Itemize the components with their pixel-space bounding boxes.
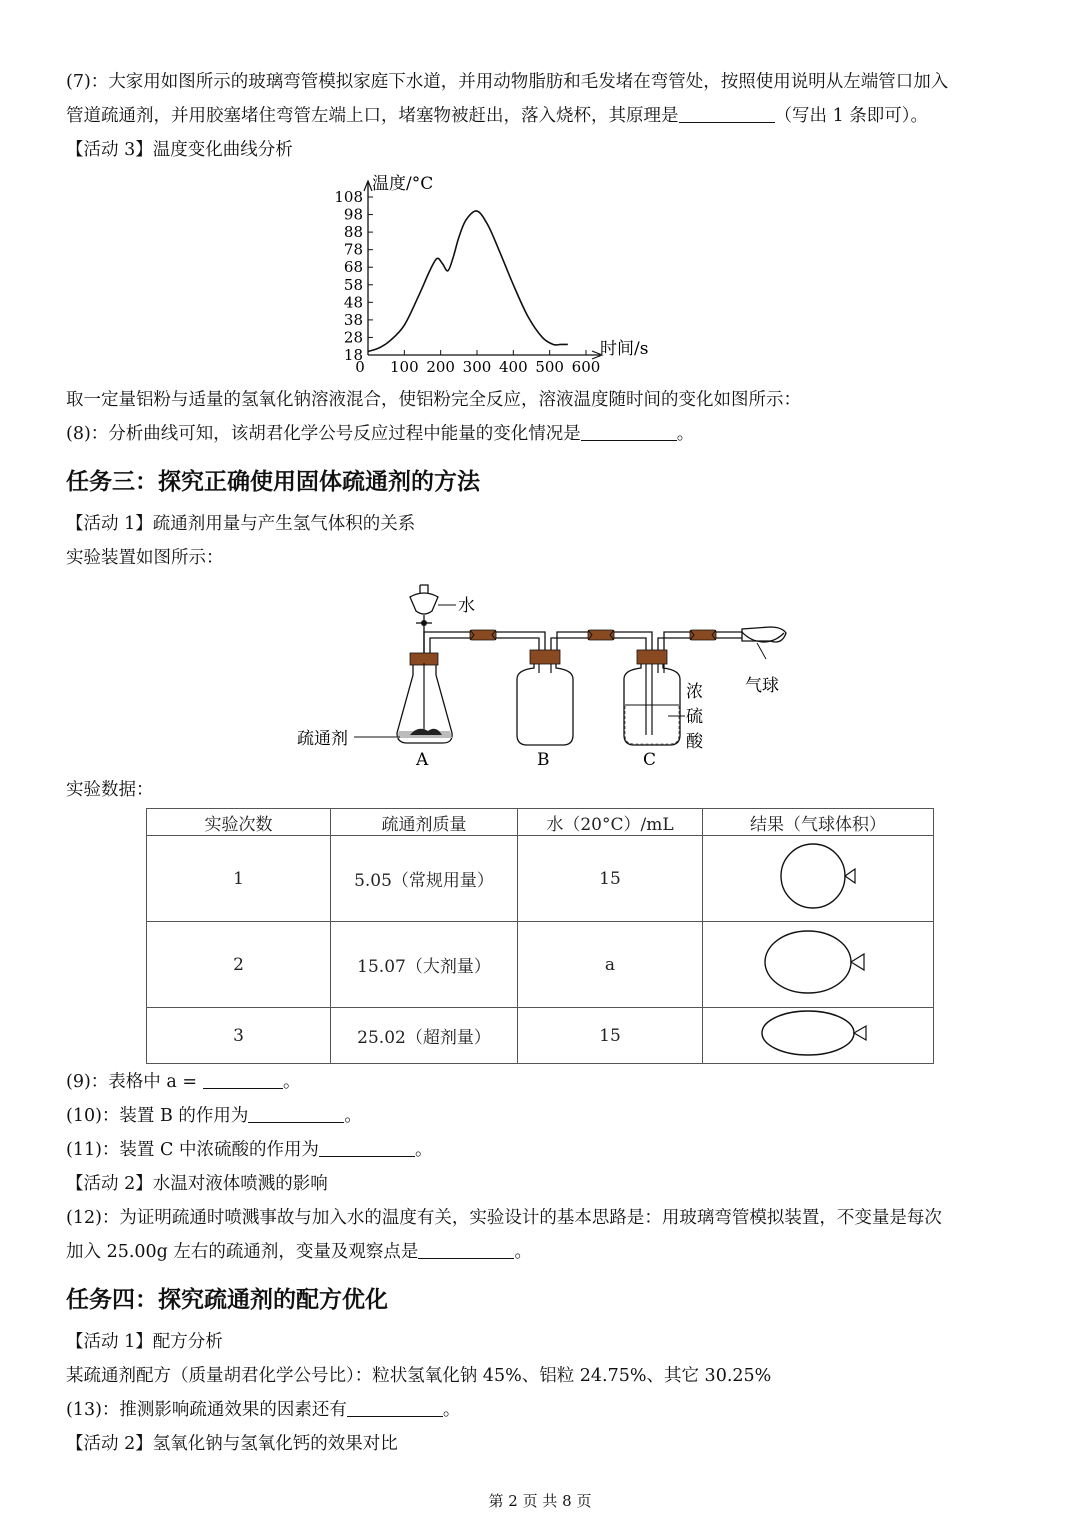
header-result: 结果（气球体积）	[703, 809, 934, 836]
label-b: B	[537, 750, 550, 770]
q8-answer-blank[interactable]	[581, 422, 677, 441]
chart-y-label: 温度/°C	[372, 174, 434, 194]
q7-answer-blank[interactable]	[679, 104, 775, 123]
balloon-shape	[742, 627, 786, 642]
task4-activity2: 【活动 2】氢氧化钠与氢氧化钙的效果对比	[66, 1434, 398, 1454]
balloon-result-3	[758, 1008, 878, 1058]
q13-line	[66, 1398, 460, 1422]
acid-label-3: 酸	[686, 732, 703, 752]
task4-heading: 任务四：探究疏通剂的配方优化	[66, 1287, 388, 1313]
agent-label: 疏通剂	[297, 729, 348, 749]
cell-trial: 3	[147, 1008, 331, 1064]
q8-tail: 。	[676, 424, 695, 444]
header-mass: 疏通剂质量	[331, 809, 518, 836]
cell-water: a	[518, 922, 703, 1008]
temperature-curve	[368, 211, 568, 352]
q9-line	[66, 1070, 301, 1094]
y-tick-label: 78	[343, 240, 363, 259]
y-tick-label: 98	[343, 205, 363, 224]
chart-y-ticks	[334, 188, 373, 364]
x-tick-label: 100	[390, 358, 419, 376]
y-tick-label: 58	[343, 275, 363, 294]
label-c: C	[643, 750, 657, 770]
x-tick-label: 200	[426, 358, 455, 376]
cell-result	[703, 922, 934, 1008]
q7-line2	[66, 104, 928, 128]
flask-a	[397, 653, 452, 743]
x-tick-label: 600	[571, 358, 601, 376]
q12-answer-blank[interactable]	[418, 1240, 514, 1259]
table-row	[147, 1008, 934, 1064]
y-tick-label: 88	[343, 223, 363, 242]
y-tick-label: 18	[343, 346, 363, 364]
cell-mass: 15.07（大剂量）	[331, 922, 518, 1008]
bottle-b	[517, 650, 573, 745]
task4-activity1: 【活动 1】配方分析	[66, 1332, 223, 1352]
table-row	[147, 922, 934, 1008]
mix-paragraph: 取一定量铝粉与适量的氢氧化钠溶液混合，使铝粉完全反应，溶液温度随时间的变化如图所示：	[66, 390, 801, 410]
temperature-chart	[0, 165, 1080, 385]
x-tick-label: 500	[535, 358, 564, 376]
water-label: 水	[458, 596, 475, 616]
q9-tail: 。	[283, 1072, 301, 1092]
y-tick-label: 28	[343, 328, 363, 347]
q12-line1: (12)：为证明疏通时喷溅事故与加入水的温度有关，实验设计的基本思路是：用玻璃弯管模拟装置，不变量是每次	[66, 1208, 942, 1228]
bottle-c	[624, 650, 680, 745]
q7-tail: （写出 1 条即可）。	[774, 106, 929, 126]
q10-answer-blank[interactable]	[248, 1104, 344, 1123]
q12-tail: 。	[514, 1242, 532, 1262]
balloon-result-1	[758, 841, 878, 911]
cell-trial: 1	[147, 836, 331, 922]
task4-formula: 某疏通剂配方（质量胡君化学公号比）：粒状氢氧化钠 45%、铝粒 24.75%、其它 30.25%	[66, 1366, 772, 1386]
x-tick-label: 0	[355, 358, 365, 376]
header-trial: 实验次数	[147, 809, 331, 836]
cell-result	[703, 1008, 934, 1064]
q7-line1: (7)：大家用如图所示的玻璃弯管模拟家庭下水道，并用动物脂肪和毛发堵在弯管处，按照使用说明从左端管口加入	[66, 72, 949, 92]
q11-tail: 。	[414, 1140, 433, 1160]
cell-mass: 5.05（常规用量）	[331, 836, 518, 922]
q10-text: (10)：装置 B 的作用为	[66, 1106, 249, 1126]
balloon-label: 气球	[745, 676, 779, 696]
y-tick-label: 108	[334, 188, 363, 206]
cell-water: 15	[518, 836, 703, 922]
cell-water: 15	[518, 1008, 703, 1064]
q10-line	[66, 1104, 362, 1128]
exp-data-label: 实验数据：	[66, 780, 154, 800]
task3-activity1: 【活动 1】疏通剂用量与产生氢气体积的关系	[66, 514, 416, 534]
activity3-title: 【活动 3】温度变化曲线分析	[66, 140, 293, 160]
q9-answer-blank[interactable]	[203, 1070, 283, 1089]
x-tick-label: 300	[462, 358, 492, 376]
q13-answer-blank[interactable]	[347, 1398, 443, 1417]
q7-text: 管道疏通剂，并用胶塞堵住弯管左端上口，堵塞物被赶出，落入烧杯，其原理是	[66, 106, 679, 126]
q8-line	[66, 422, 694, 446]
table-row	[147, 836, 934, 922]
y-tick-label: 38	[343, 310, 363, 329]
experiment-table	[146, 808, 934, 1064]
task3-heading: 任务三：探究正确使用固体疏通剂的方法	[66, 469, 480, 495]
cell-result	[703, 836, 934, 922]
x-tick-label: 400	[499, 358, 528, 376]
chart-x-ticks	[355, 350, 600, 376]
q13-tail: 。	[442, 1400, 461, 1420]
q8-text: (8)：分析曲线可知，该胡君化学公号反应过程中能量的变化情况是	[66, 424, 581, 444]
task3-setup: 实验装置如图所示：	[66, 548, 224, 568]
acid-label-2: 硫	[686, 707, 703, 727]
q13-text: (13)：推测影响疏通效果的因素还有	[66, 1400, 347, 1420]
q12-line2	[66, 1240, 532, 1264]
header-water: 水（20°C）/mL	[518, 809, 703, 836]
cell-trial: 2	[147, 922, 331, 1008]
apparatus-diagram	[0, 575, 1080, 775]
q12-text: 加入 25.00g 左右的疏通剂，变量及观察点是	[66, 1242, 419, 1262]
table-header-row	[147, 809, 934, 836]
q11-answer-blank[interactable]	[319, 1138, 415, 1157]
y-tick-label: 68	[343, 258, 363, 277]
q10-tail: 。	[344, 1106, 362, 1126]
chart-x-label: 时间/s	[600, 339, 649, 359]
q9-text: (9)：表格中 a =	[66, 1072, 198, 1092]
q11-text: (11)：装置 C 中浓硫酸的作用为	[66, 1140, 319, 1160]
q11-line	[66, 1138, 432, 1162]
acid-label-1: 浓	[686, 682, 703, 702]
balloon-result-2	[758, 927, 878, 997]
page-footer: 第 2 页 共 8 页	[488, 1492, 592, 1510]
cell-mass: 25.02（超剂量）	[331, 1008, 518, 1064]
task3-activity2: 【活动 2】水温对液体喷溅的影响	[66, 1174, 328, 1194]
label-a: A	[416, 750, 429, 770]
y-tick-label: 48	[343, 293, 363, 312]
